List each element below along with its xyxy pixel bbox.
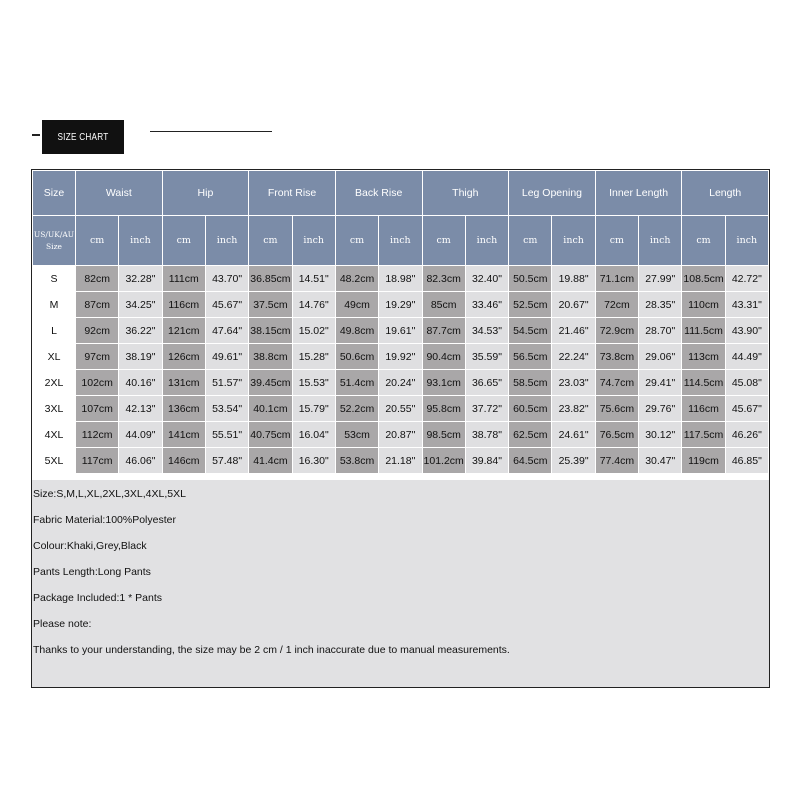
cm-cell-front-rise: 40.1cm <box>249 396 291 421</box>
cm-cell-waist: 87cm <box>76 292 118 317</box>
unit-inch-inner-length: inch <box>639 216 681 265</box>
cm-cell-length: 117.5cm <box>682 422 724 447</box>
inch-cell-back-rise: 20.87" <box>379 422 421 447</box>
inch-cell-front-rise: 16.30" <box>293 448 335 473</box>
note-line: Package Included:1 * Pants <box>33 592 163 604</box>
inch-cell-length: 42.72" <box>726 266 768 291</box>
note-line: Fabric Material:100%Polyester <box>33 514 176 526</box>
inch-cell-front-rise: 15.28" <box>293 344 335 369</box>
cm-cell-waist: 82cm <box>76 266 118 291</box>
inch-cell-leg-opening: 23.82" <box>552 396 594 421</box>
inch-cell-waist: 44.09" <box>119 422 161 447</box>
table-row <box>33 422 768 447</box>
cm-cell-inner-length: 73.8cm <box>596 344 638 369</box>
cm-cell-back-rise: 49.8cm <box>336 318 378 343</box>
banner-tab <box>42 120 124 154</box>
unit-cm-inner-length: cm <box>596 216 638 265</box>
inch-cell-inner-length: 27.99" <box>639 266 681 291</box>
cm-cell-thigh: 101.2cm <box>423 448 465 473</box>
size-label: 4XL <box>33 422 75 447</box>
cm-cell-thigh: 82.3cm <box>423 266 465 291</box>
cm-cell-waist: 112cm <box>76 422 118 447</box>
unit-cm-waist: cm <box>76 216 118 265</box>
inch-cell-hip: 57.48" <box>206 448 248 473</box>
inch-cell-length: 45.08" <box>726 370 768 395</box>
inch-cell-leg-opening: 21.46" <box>552 318 594 343</box>
unit-cm-back-rise: cm <box>336 216 378 265</box>
header-length: Length <box>682 171 768 215</box>
cm-cell-hip: 111cm <box>163 266 205 291</box>
cm-cell-front-rise: 38.8cm <box>249 344 291 369</box>
cm-cell-waist: 97cm <box>76 344 118 369</box>
cm-cell-inner-length: 72.9cm <box>596 318 638 343</box>
size-label: M <box>33 292 75 317</box>
cm-cell-inner-length: 74.7cm <box>596 370 638 395</box>
cm-cell-inner-length: 71.1cm <box>596 266 638 291</box>
size-column-header: Size <box>33 171 75 215</box>
inch-cell-length: 46.85" <box>726 448 768 473</box>
cm-cell-length: 119cm <box>682 448 724 473</box>
inch-cell-hip: 45.67" <box>206 292 248 317</box>
note-line: Colour:Khaki,Grey,Black <box>33 540 147 552</box>
cm-cell-leg-opening: 50.5cm <box>509 266 551 291</box>
unit-inch-front-rise: inch <box>293 216 335 265</box>
inch-cell-length: 46.26" <box>726 422 768 447</box>
cm-cell-length: 111.5cm <box>682 318 724 343</box>
cm-cell-thigh: 87.7cm <box>423 318 465 343</box>
cm-cell-front-rise: 39.45cm <box>249 370 291 395</box>
cm-cell-waist: 117cm <box>76 448 118 473</box>
unit-inch-back-rise: inch <box>379 216 421 265</box>
cm-cell-length: 110cm <box>682 292 724 317</box>
cm-cell-front-rise: 38.15cm <box>249 318 291 343</box>
inch-cell-front-rise: 14.76" <box>293 292 335 317</box>
inch-cell-waist: 36.22" <box>119 318 161 343</box>
inch-cell-inner-length: 30.12" <box>639 422 681 447</box>
header-front-rise: Front Rise <box>249 171 335 215</box>
inch-cell-inner-length: 29.41" <box>639 370 681 395</box>
inch-cell-hip: 55.51" <box>206 422 248 447</box>
inch-cell-waist: 38.19" <box>119 344 161 369</box>
table-row <box>33 370 768 395</box>
inch-cell-hip: 47.64" <box>206 318 248 343</box>
cm-cell-leg-opening: 62.5cm <box>509 422 551 447</box>
table-row <box>33 396 768 421</box>
inch-cell-back-rise: 19.61" <box>379 318 421 343</box>
cm-cell-back-rise: 52.2cm <box>336 396 378 421</box>
table-row <box>33 344 768 369</box>
cm-cell-leg-opening: 58.5cm <box>509 370 551 395</box>
inch-cell-waist: 46.06" <box>119 448 161 473</box>
inch-cell-leg-opening: 19.88" <box>552 266 594 291</box>
cm-cell-inner-length: 76.5cm <box>596 422 638 447</box>
inch-cell-length: 43.31" <box>726 292 768 317</box>
inch-cell-hip: 51.57" <box>206 370 248 395</box>
cm-cell-back-rise: 53cm <box>336 422 378 447</box>
banner-rule <box>150 131 272 132</box>
cm-cell-back-rise: 51.4cm <box>336 370 378 395</box>
table-row <box>33 318 768 343</box>
inch-cell-back-rise: 19.29" <box>379 292 421 317</box>
header-back-rise: Back Rise <box>336 171 422 215</box>
product-notes <box>32 480 769 687</box>
cm-cell-length: 116cm <box>682 396 724 421</box>
inch-cell-waist: 32.28" <box>119 266 161 291</box>
inch-cell-front-rise: 15.79" <box>293 396 335 421</box>
inch-cell-length: 44.49" <box>726 344 768 369</box>
size-label: 5XL <box>33 448 75 473</box>
header-inner-length: Inner Length <box>596 171 682 215</box>
cm-cell-thigh: 98.5cm <box>423 422 465 447</box>
unit-inch-hip: inch <box>206 216 248 265</box>
cm-cell-inner-length: 72cm <box>596 292 638 317</box>
inch-cell-thigh: 38.78" <box>466 422 508 447</box>
cm-cell-waist: 107cm <box>76 396 118 421</box>
note-line: Thanks to your understanding, the size may be 2 cm / 1 inch inaccurate due to manual measurements. <box>33 644 510 656</box>
cm-cell-waist: 92cm <box>76 318 118 343</box>
size-unit-header: US/UK/AU Size <box>33 216 75 265</box>
cm-cell-leg-opening: 56.5cm <box>509 344 551 369</box>
inch-cell-leg-opening: 24.61" <box>552 422 594 447</box>
header-hip: Hip <box>163 171 249 215</box>
inch-cell-back-rise: 19.92" <box>379 344 421 369</box>
cm-cell-front-rise: 40.75cm <box>249 422 291 447</box>
size-label: L <box>33 318 75 343</box>
inch-cell-waist: 34.25" <box>119 292 161 317</box>
cm-cell-leg-opening: 60.5cm <box>509 396 551 421</box>
inch-cell-thigh: 39.84" <box>466 448 508 473</box>
size-label: 2XL <box>33 370 75 395</box>
cm-cell-hip: 121cm <box>163 318 205 343</box>
cm-cell-back-rise: 53.8cm <box>336 448 378 473</box>
inch-cell-thigh: 32.40" <box>466 266 508 291</box>
cm-cell-length: 108.5cm <box>682 266 724 291</box>
inch-cell-thigh: 33.46" <box>466 292 508 317</box>
measurement-header-row <box>33 171 768 215</box>
inch-cell-back-rise: 20.24" <box>379 370 421 395</box>
header-leg-opening: Leg Opening <box>509 171 595 215</box>
cm-cell-waist: 102cm <box>76 370 118 395</box>
unit-cm-hip: cm <box>163 216 205 265</box>
cm-cell-leg-opening: 54.5cm <box>509 318 551 343</box>
unit-inch-leg-opening: inch <box>552 216 594 265</box>
size-table <box>32 170 769 474</box>
cm-cell-hip: 131cm <box>163 370 205 395</box>
cm-cell-thigh: 93.1cm <box>423 370 465 395</box>
inch-cell-thigh: 35.59" <box>466 344 508 369</box>
unit-cm-front-rise: cm <box>249 216 291 265</box>
inch-cell-front-rise: 14.51" <box>293 266 335 291</box>
inch-cell-front-rise: 16.04" <box>293 422 335 447</box>
unit-inch-length: inch <box>726 216 768 265</box>
note-line: Please note: <box>33 618 92 630</box>
unit-inch-thigh: inch <box>466 216 508 265</box>
cm-cell-leg-opening: 64.5cm <box>509 448 551 473</box>
inch-cell-back-rise: 21.18" <box>379 448 421 473</box>
inch-cell-thigh: 37.72" <box>466 396 508 421</box>
inch-cell-back-rise: 18.98" <box>379 266 421 291</box>
cm-cell-hip: 116cm <box>163 292 205 317</box>
cm-cell-thigh: 95.8cm <box>423 396 465 421</box>
header-thigh: Thigh <box>423 171 509 215</box>
inch-cell-front-rise: 15.02" <box>293 318 335 343</box>
cm-cell-front-rise: 37.5cm <box>249 292 291 317</box>
inch-cell-leg-opening: 20.67" <box>552 292 594 317</box>
cm-cell-leg-opening: 52.5cm <box>509 292 551 317</box>
size-label: XL <box>33 344 75 369</box>
inch-cell-inner-length: 28.70" <box>639 318 681 343</box>
cm-cell-hip: 146cm <box>163 448 205 473</box>
inch-cell-length: 45.67" <box>726 396 768 421</box>
note-line: Size:S,M,L,XL,2XL,3XL,4XL,5XL <box>33 488 186 500</box>
cm-cell-hip: 136cm <box>163 396 205 421</box>
unit-cm-leg-opening: cm <box>509 216 551 265</box>
cm-cell-hip: 141cm <box>163 422 205 447</box>
size-chart <box>31 169 770 688</box>
note-line: Pants Length:Long Pants <box>33 566 151 578</box>
cm-cell-inner-length: 77.4cm <box>596 448 638 473</box>
unit-cm-thigh: cm <box>423 216 465 265</box>
table-row <box>33 266 768 291</box>
cm-cell-length: 114.5cm <box>682 370 724 395</box>
cm-cell-thigh: 90.4cm <box>423 344 465 369</box>
cm-cell-front-rise: 36.85cm <box>249 266 291 291</box>
inch-cell-hip: 43.70" <box>206 266 248 291</box>
inch-cell-waist: 40.16" <box>119 370 161 395</box>
inch-cell-length: 43.90" <box>726 318 768 343</box>
inch-cell-waist: 42.13" <box>119 396 161 421</box>
inch-cell-hip: 53.54" <box>206 396 248 421</box>
inch-cell-thigh: 34.53" <box>466 318 508 343</box>
inch-cell-inner-length: 29.76" <box>639 396 681 421</box>
unit-inch-waist: inch <box>119 216 161 265</box>
cm-cell-back-rise: 48.2cm <box>336 266 378 291</box>
header-waist: Waist <box>76 171 162 215</box>
banner-dash <box>32 134 40 136</box>
cm-cell-hip: 126cm <box>163 344 205 369</box>
inch-cell-inner-length: 28.35" <box>639 292 681 317</box>
size-table-body <box>33 266 768 473</box>
size-label: S <box>33 266 75 291</box>
cm-cell-back-rise: 50.6cm <box>336 344 378 369</box>
cm-cell-front-rise: 41.4cm <box>249 448 291 473</box>
inch-cell-inner-length: 29.06" <box>639 344 681 369</box>
inch-cell-thigh: 36.65" <box>466 370 508 395</box>
inch-cell-hip: 49.61" <box>206 344 248 369</box>
size-chart-banner <box>32 120 247 154</box>
unit-header-row <box>33 216 768 265</box>
banner-label: SIZE CHART <box>57 131 109 143</box>
inch-cell-leg-opening: 25.39" <box>552 448 594 473</box>
inch-cell-back-rise: 20.55" <box>379 396 421 421</box>
table-row <box>33 292 768 317</box>
cm-cell-back-rise: 49cm <box>336 292 378 317</box>
inch-cell-leg-opening: 23.03" <box>552 370 594 395</box>
inch-cell-inner-length: 30.47" <box>639 448 681 473</box>
cm-cell-inner-length: 75.6cm <box>596 396 638 421</box>
cm-cell-length: 113cm <box>682 344 724 369</box>
cm-cell-thigh: 85cm <box>423 292 465 317</box>
size-label: 3XL <box>33 396 75 421</box>
inch-cell-leg-opening: 22.24" <box>552 344 594 369</box>
table-row <box>33 448 768 473</box>
unit-cm-length: cm <box>682 216 724 265</box>
inch-cell-front-rise: 15.53" <box>293 370 335 395</box>
